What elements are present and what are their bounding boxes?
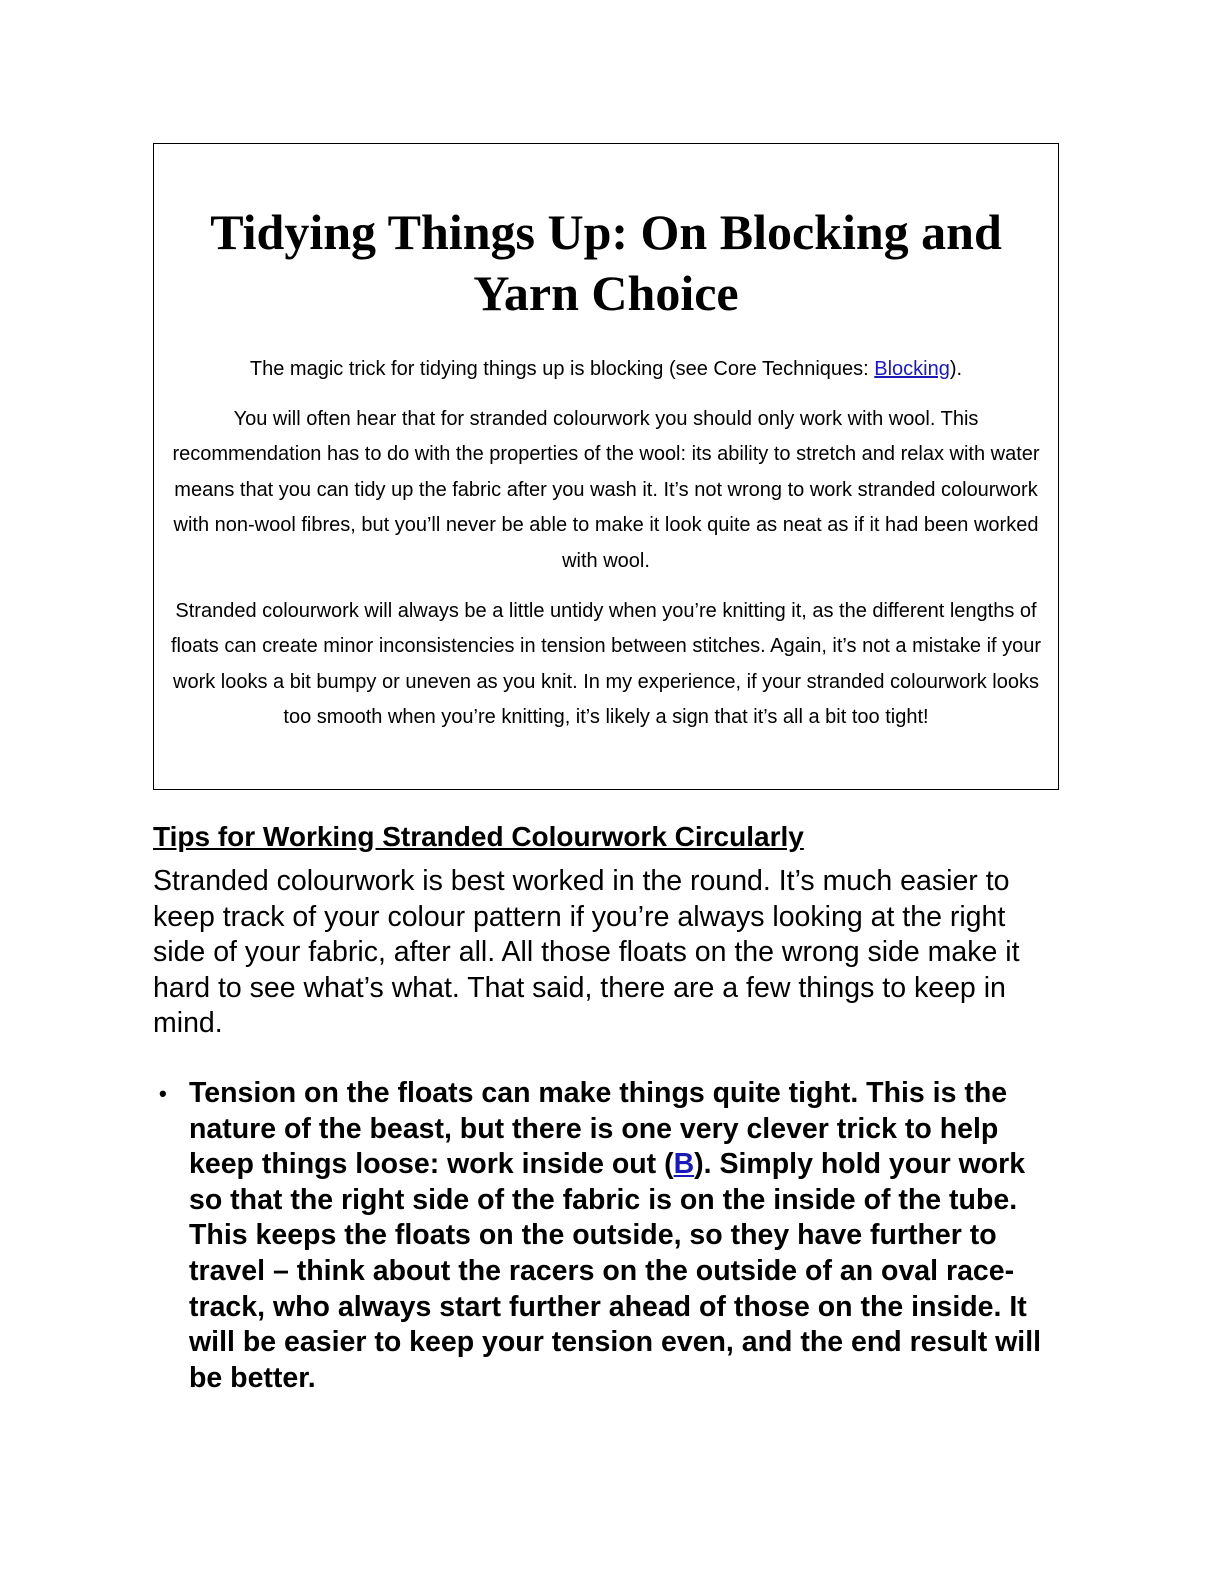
sidebar-box (153, 143, 1059, 790)
section-intro: Stranded colourwork is best worked in the round. It’s much easier to keep track of your colour pattern if you’re always looking at the right side of your fabric, after all. All those floats on the wrong side make it hard to see what’s what. That said, there are a few things to keep in mind. (153, 865, 1020, 1040)
blocking-link[interactable]: Blocking (874, 358, 950, 380)
list-item (159, 1076, 1059, 1396)
tips-list (153, 1076, 1059, 1396)
bullet-icon: • (159, 1080, 167, 1106)
section-heading: Tips for Working Stranded Colourwork Circularly (153, 821, 804, 852)
box-paragraph-blocking (166, 352, 1046, 388)
tip-text: Tension on the floats can make things quite tight. This is the nature of the beast, but there is one very clever trick to help keep things loose: work inside out ( (189, 1076, 1008, 1181)
box-title: Tidying Things Up: On Blocking and Yarn Choice (210, 204, 1002, 321)
figure-b-link[interactable]: B (673, 1148, 695, 1181)
box-paragraph-wool: You will often hear that for stranded colourwork you should only work with wool. This recommendation has to do with the properties of the wool: its ability to stretch and relax with water means that you can tidy up the fabric after you wash it. It’s not wrong to work stranded colourwork with non-wool fibres, but you’ll never be able to make it look quite as neat as if it had been worked with wool. (172, 407, 1040, 572)
tip-text-end: ). Simply hold your work so that the right side of the fabric is on the inside of the tube. This keeps the floats on the outside, so they have further to travel – think about the racers on the outside of an oval race-track, who always start further ahead of those on the inside. It will be easier to keep your tension even, and the end result will be better. (189, 1148, 1042, 1394)
box-paragraph-untidy: Stranded colourwork will always be a little untidy when you’re knitting it, as the different lengths of floats can create minor inconsistencies in tension between stitches. Again, it’s not a mistake if your work looks a bit bumpy or uneven as you knit. In my experience, if your stranded colourwork looks too smooth when you’re knitting, it’s likely a sign that it’s all a bit too tight! (170, 599, 1042, 729)
box-paragraph-blocking-end: ). (949, 358, 963, 380)
page (153, 143, 1059, 1396)
box-paragraph-blocking-text: The magic trick for tidying things up is blocking (see Core Techniques: (249, 358, 875, 380)
